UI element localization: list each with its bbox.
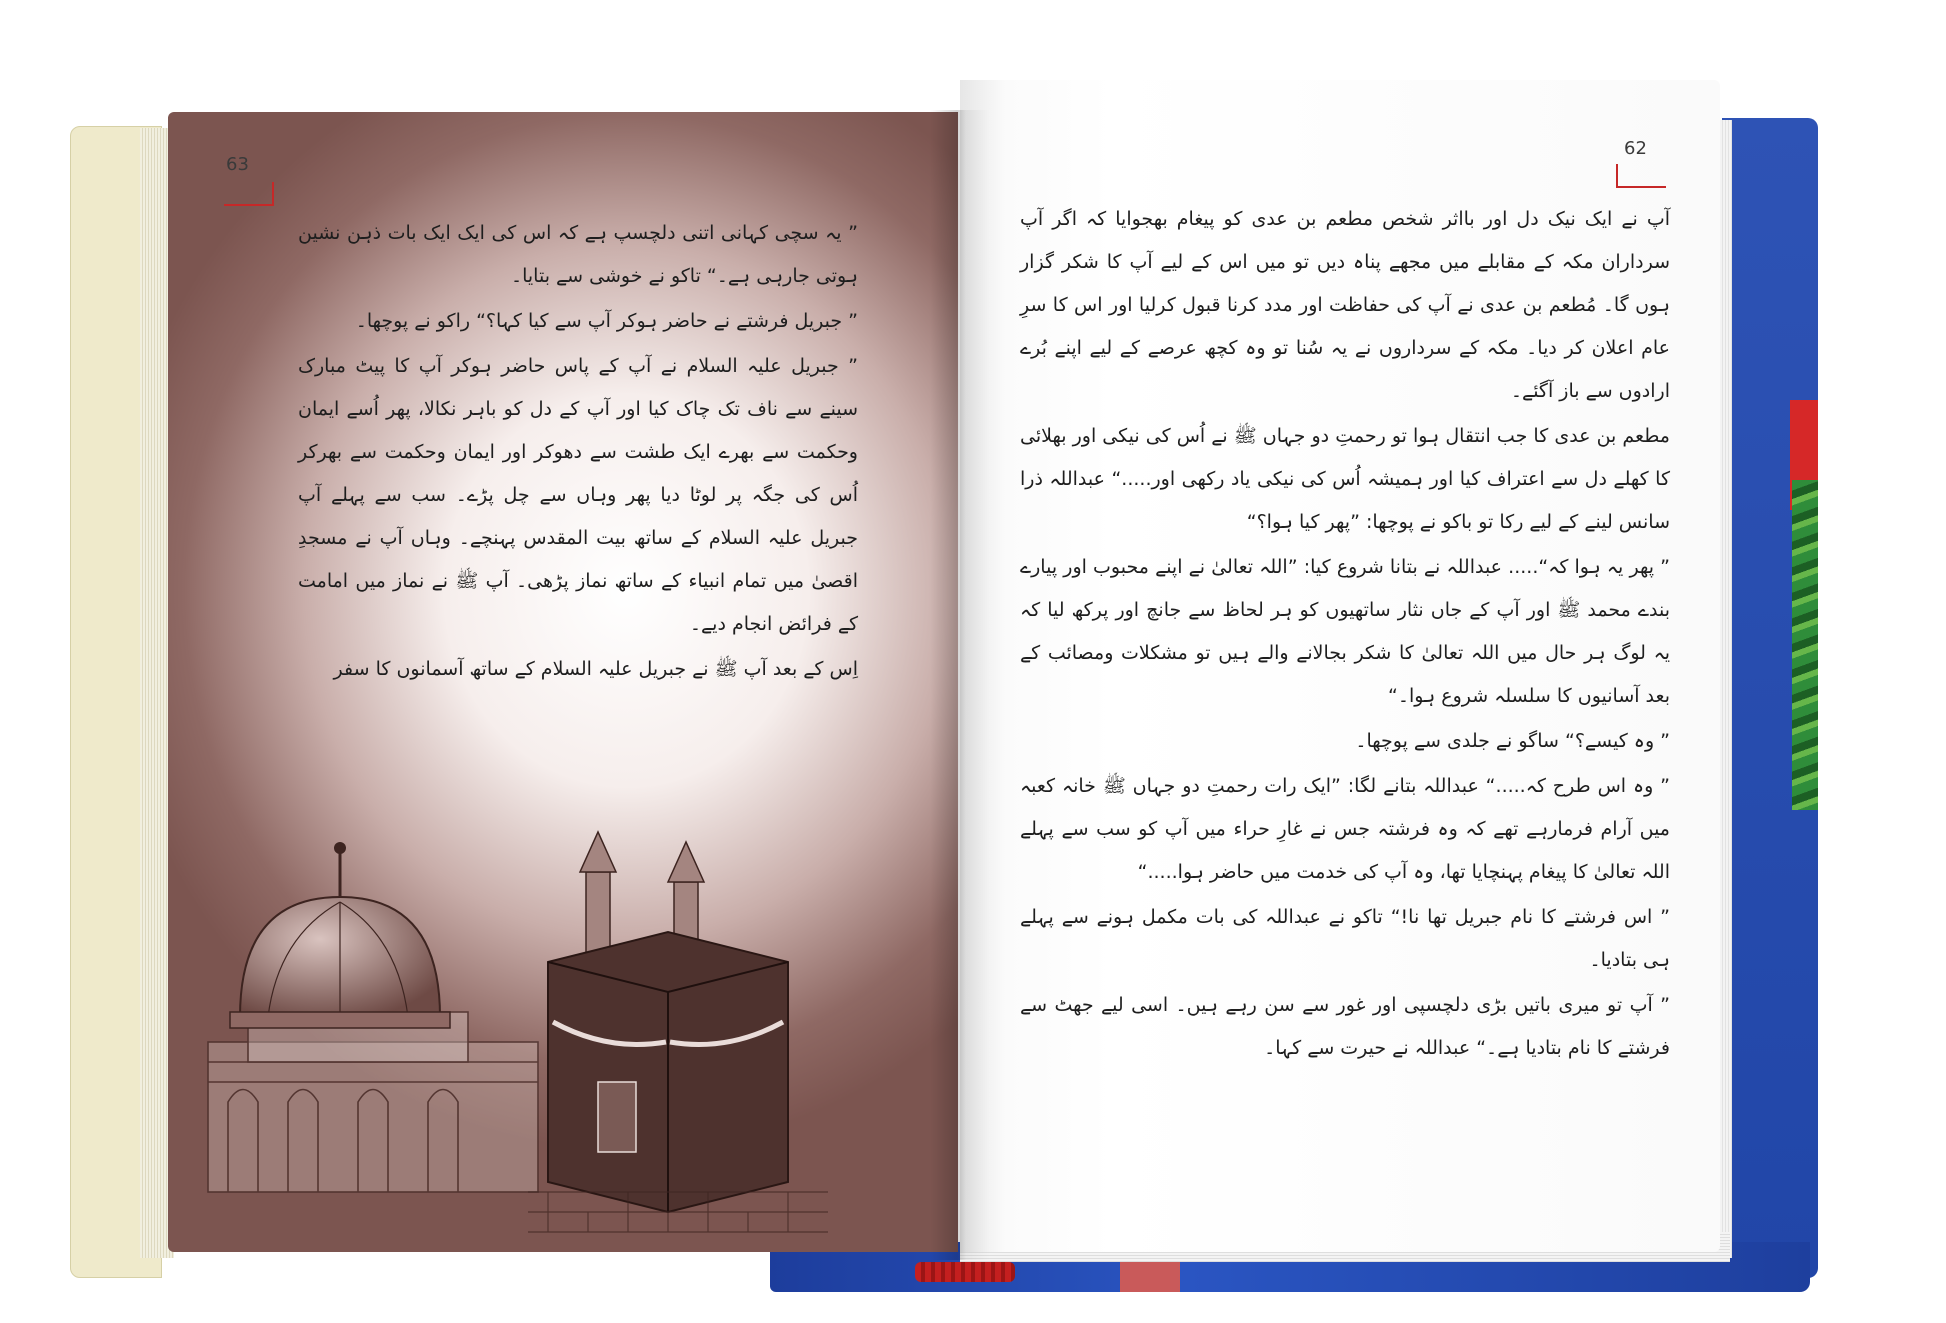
cover-art-green-patch <box>1792 480 1818 810</box>
city-buildings-sketch <box>208 1012 538 1192</box>
spine-headband <box>915 1262 1015 1282</box>
left-page <box>168 112 958 1252</box>
paragraph: ” آپ تو میری باتیں بڑی دلچسپی اور غور سے سن رہے ہیں۔ اسی لیے جھٹ سے فرشتے کا نام بتادیا ہے۔“ عبداللہ نے حیرت سے کہا۔ <box>1020 994 1670 1059</box>
book-gutter-shadow <box>930 110 990 1260</box>
paragraph: مطعم بن عدی کا جب انتقال ہوا تو رحمتِ دو جہاں ﷺ نے اُس کی نیکی اور بھلائی کا کھلے دل سے اعتراف کیا اور ہمیشہ اُس کی نیکی یاد رکھی اور.....“ عبداللہ ذرا سانس لینے کے لیے رکا تو باکو نے پوچھا: ”پھر کیا ہوا؟“ <box>1020 425 1670 533</box>
left-page-text <box>298 212 858 693</box>
paragraph: اِس کے بعد آپ ﷺ نے جبریل علیہ السلام کے ساتھ آسمانوں کا سفر <box>333 658 858 680</box>
page-number-right: 62 <box>1624 138 1647 159</box>
paragraph: ” جبریل فرشتے نے حاضر ہوکر آپ سے کیا کہا؟“ راکو نے پوچھا۔ <box>355 310 858 332</box>
right-page <box>960 80 1720 1252</box>
paragraph: ” وہ کیسے؟“ ساگو نے جلدی سے پوچھا۔ <box>1355 730 1670 752</box>
dome-sketch <box>230 842 450 1028</box>
page-number-mark <box>1616 164 1666 188</box>
paragraph: ” پھر یہ ہوا کہ“..... عبداللہ نے بتانا شروع کیا: ”اللہ تعالیٰ نے اپنے محبوب اور پیارے بندے محمد ﷺ اور آپ کے جاں نثار ساتھیوں کو ہر لحاظ سے جانچ اور پرکھ لیا کہ یہ لوگ ہر حال میں اللہ تعالیٰ کا شکر بجالانے والے ہیں تو مشکلات ومصائب کے بعد آسانیوں کا سلسلہ شروع ہوا۔“ <box>1020 556 1670 707</box>
page-number-left: 63 <box>226 154 249 175</box>
paragraph: آپ نے ایک نیک دل اور بااثر شخص مطعم بن عدی کو پیغام بھجوایا کہ اگر آپ سرداران مکہ کے مقابلے میں مجھے پناہ دیں تو میں اس کے لیے آپ کا شکر گزار ہوں گا۔ مُطعم بن عدی نے آپ کی حفاظت اور مدد کرنا قبول کرلیا اور اس کا سرِ عام اعلان کر دیا۔ مکہ کے سرداروں نے یہ سُنا تو وہ کچھ عرصے کے لیے اپنے بُرے ارادوں سے باز آگئے۔ <box>1020 208 1670 402</box>
mosque-kaaba-illustration <box>168 812 958 1252</box>
page-number-mark <box>224 182 274 206</box>
paragraph: ” وہ اس طرح کہ.....“ عبداللہ بتانے لگا: ”ایک رات رحمتِ دو جہاں ﷺ خانہ کعبہ میں آرام فرمارہے تھے کہ وہ فرشتہ جس نے غارِ حراء میں آپ کو سب سے پہلے اللہ تعالیٰ کا پیغام پہنچایا تھا، وہ آپ کی خدمت میں حاضر ہوا.....“ <box>1020 775 1670 883</box>
right-page-text <box>1020 198 1670 1072</box>
paragraph: ” یہ سچی کہانی اتنی دلچسپ ہے کہ اس کی ایک ایک بات ذہن نشین ہوتی جارہی ہے۔“ تاکو نے خوشی سے بتایا۔ <box>298 222 858 287</box>
kaaba-sketch <box>548 932 788 1212</box>
paragraph: ” اس فرشتے کا نام جبریل تھا نا!“ تاکو نے عبداللہ کی بات مکمل ہونے سے پہلے ہی بتادیا۔ <box>1020 906 1670 971</box>
cover-art-bottom-patch <box>1120 1262 1180 1292</box>
paragraph: ” جبریل علیہ السلام نے آپ کے پاس حاضر ہوکر آپ کا پیٹ مبارک سینے سے ناف تک چاک کیا اور آپ کے دل کو باہر نکالا، پھر اُسے ایمان وحکمت سے بھرے ایک طشت سے دھوکر اور ایمان وحکمت سے بھرکر اُس کی جگہ پر لوٹا دیا پھر وہاں سے چل پڑے۔ سب سے پہلے آپ جبریل علیہ السلام کے ساتھ بیت المقدس پہنچے۔ وہاں آپ نے مسجدِ اقصیٰ میں تمام انبیاء کے ساتھ نماز پڑھی۔ آپ ﷺ نے نماز میں امامت کے فرائض انجام دیے۔ <box>298 355 858 635</box>
